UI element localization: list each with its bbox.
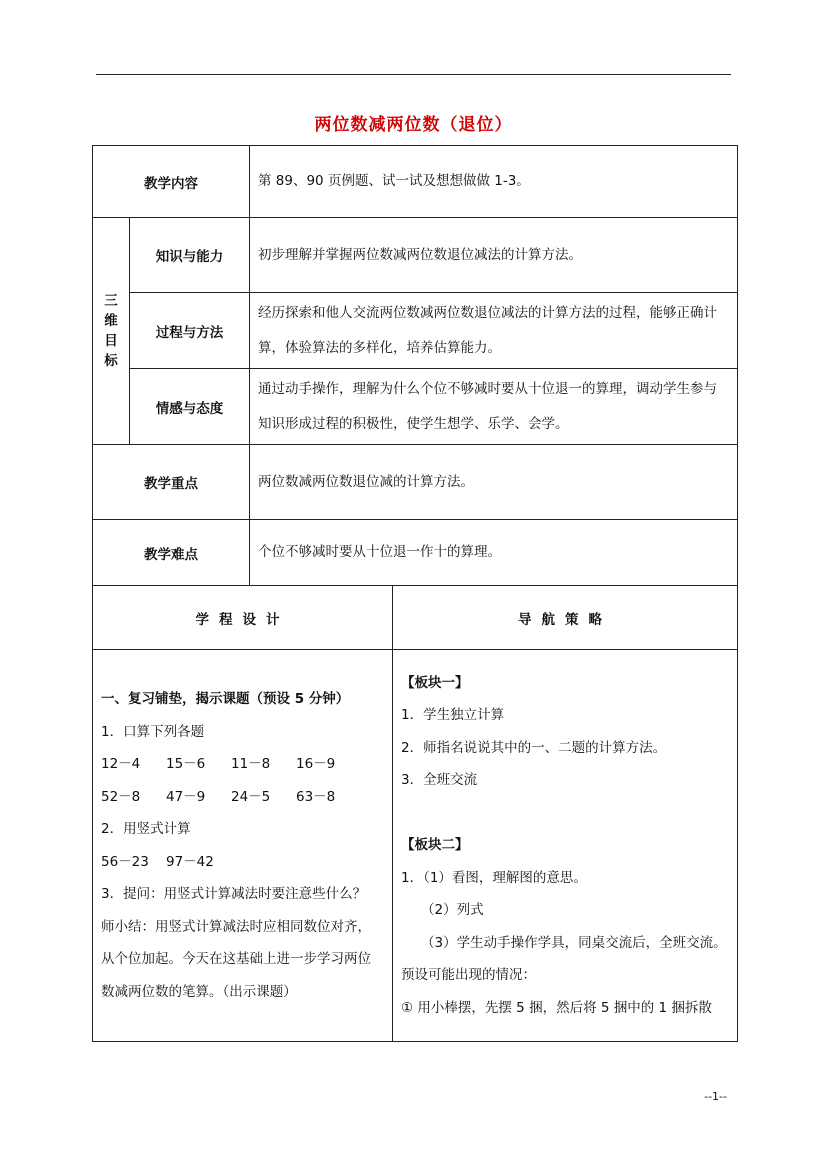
row-goal-process — [93, 293, 738, 369]
row-key-point — [93, 445, 738, 520]
calc-item: 15－6 — [166, 756, 206, 772]
row-content-body — [93, 650, 738, 1042]
design-cell — [93, 650, 393, 1042]
header-strategy: 导航策略 — [393, 586, 738, 650]
design-section-1: 一、复习铺垫，揭示课题（预设 5 分钟） — [101, 691, 350, 707]
row-goal-attitude — [93, 369, 738, 445]
row-content — [93, 146, 738, 218]
text-key-point: 两位数减两位数退位减的计算方法。 — [250, 445, 738, 520]
strategy-item: 2．师指名说说其中的一、二题的计算方法。 — [401, 739, 667, 756]
strategy-item: 预设可能出现的情况： — [401, 967, 536, 984]
calc-row-3 — [101, 846, 384, 879]
label-attitude: 情感与态度 — [130, 369, 250, 445]
calc-row-2 — [101, 781, 384, 814]
text-knowledge: 初步理解并掌握两位数减两位数退位减法的计算方法。 — [250, 218, 738, 293]
lesson-plan-table — [92, 145, 738, 1042]
page-number: --1-- — [704, 1090, 727, 1103]
design-item-3: 3．提问：用竖式计算减法时要注意些什么？ — [101, 886, 367, 902]
calc-item: 47－9 — [166, 788, 206, 805]
calc-row-1 — [101, 748, 384, 781]
goal-char-3: 目 — [104, 333, 118, 349]
row-goal-knowledge — [93, 218, 738, 293]
text-content: 第 89、90 页例题、试一试及想想做做 1-3。 — [250, 146, 738, 218]
calc-item: 11－8 — [231, 756, 271, 772]
design-item-2: 2．用竖式计算 — [101, 821, 191, 837]
row-section-headers — [93, 586, 738, 650]
text-attitude: 通过动手操作，理解为什么个位不够减时要从十位退一的算理，调动学生参与知识形成过程的积极性，使学生想学、乐学、会学。 — [250, 369, 738, 445]
label-knowledge: 知识与能力 — [130, 218, 250, 293]
strategy-item: ① 用小棒摆，先摆 5 捆，然后将 5 捆中的 1 捆拆散 — [401, 999, 712, 1016]
page-title: 两位数减两位数（退位） — [314, 115, 513, 135]
row-difficulty — [93, 520, 738, 586]
strategy-item: （3）学生动手操作学具，同桌交流后，全班交流。 — [421, 934, 727, 951]
strategy-item: 3．全班交流 — [401, 772, 478, 789]
strategy-item: （2）列式 — [421, 902, 484, 919]
label-key-point: 教学重点 — [93, 445, 250, 520]
calc-item: 12－4 — [101, 756, 141, 772]
strategy-block-1: 【板块一】 — [401, 674, 469, 691]
strategy-block-2: 【板块二】 — [401, 837, 469, 854]
strategy-cell — [393, 650, 738, 1042]
strategy-item: 1．（1）看图，理解图的意思。 — [401, 869, 587, 886]
goal-char-2: 维 — [104, 313, 118, 329]
calc-item: 16－9 — [296, 756, 336, 772]
header-rule — [96, 74, 731, 75]
design-summary-3: 数减两位数的笔算。（出示课题） — [101, 983, 297, 1000]
text-process: 经历探索和他人交流两位数减两位数退位减法的计算方法的过程，能够正确计算，体验算法的多样化，培养估算能力。 — [250, 293, 738, 369]
label-content: 教学内容 — [93, 146, 250, 218]
header-design: 学程设计 — [93, 586, 393, 650]
calc-item: 97－42 — [166, 853, 214, 870]
design-item-1: 1．口算下列各题 — [101, 723, 205, 740]
calc-item: 24－5 — [231, 788, 271, 805]
design-summary-2: 从个位加起。今天在这基础上进一步学习两位 — [101, 951, 371, 967]
calc-item: 52－8 — [101, 788, 141, 805]
goal-char-4: 标 — [104, 353, 118, 369]
text-difficulty: 个位不够减时要从十位退一作十的算理。 — [250, 520, 738, 586]
label-difficulty: 教学难点 — [93, 520, 250, 586]
calc-item: 56－23 — [101, 853, 149, 870]
design-summary-1: 师小结：用竖式计算减法时应相同数位对齐， — [101, 918, 371, 935]
strategy-item: 1．学生独立计算 — [401, 707, 505, 724]
label-process: 过程与方法 — [130, 293, 250, 369]
calc-item: 63－8 — [296, 788, 336, 805]
label-three-dim-goals — [93, 218, 130, 445]
goal-char-1: 三 — [104, 293, 118, 309]
